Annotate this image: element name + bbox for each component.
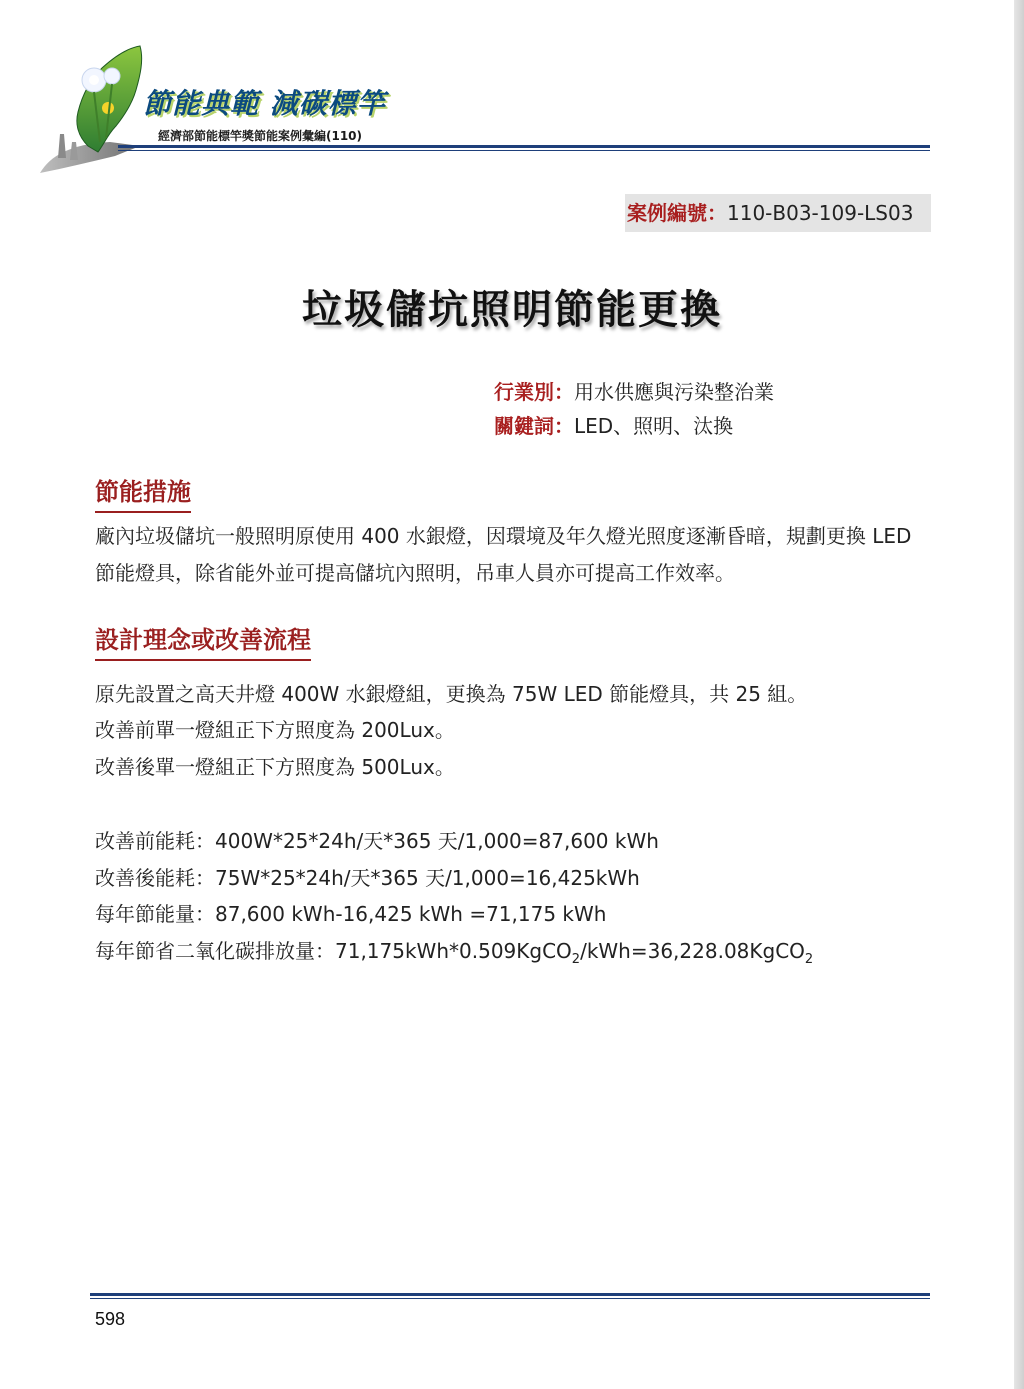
case-number-value: 110-B03-109-LS03 [727, 201, 914, 225]
co2-line [95, 935, 813, 967]
brand-subtitle: 經濟部節能標竿獎節能案例彙編(110) [158, 129, 363, 143]
case-number-label: 案例編號： [627, 201, 727, 225]
header-divider-thin [118, 150, 930, 151]
keywords-label: 關鍵詞： [494, 414, 574, 438]
co2-subscript: 2 [804, 952, 814, 967]
header-divider [118, 145, 930, 148]
section-heading-design: 設計理念或改善流程 [95, 620, 311, 661]
measures-paragraph: 廠內垃圾儲坑一般照明原使用 400 水銀燈，因環境及年久燈光照度逐漸昏暗，規劃更換 LED 節能燈具，除省能外並可提高儲坑內照明，吊車人員亦可提高工作效率。 [95, 524, 912, 585]
footer-divider-thin [90, 1298, 930, 1299]
section-heading-measures: 節能措施 [95, 472, 191, 513]
keywords-value: LED、照明、汰換 [574, 414, 734, 438]
calc-line: 改善後能耗：75W*25*24h/天*365 天/1,000=16,425kWh [95, 866, 640, 890]
design-line: 改善前單一燈組正下方照度為 200Lux。 [95, 718, 455, 742]
page-header [0, 0, 1024, 190]
keywords-line [494, 410, 733, 439]
brand-title: 節能典範 減碳標竿 [143, 87, 386, 120]
co2-subscript: 2 [571, 952, 581, 967]
page-title: 垃圾儲坑照明節能更換 [302, 287, 722, 333]
calc-line: 改善前能耗：400W*25*24h/天*365 天/1,000=87,600 kWh [95, 829, 659, 853]
co2-line-middle: /kWh=36,228.08KgCO [580, 939, 805, 963]
page-edge [1014, 0, 1024, 1389]
calc-line: 每年節能量：87,600 kWh-16,425 kWh =71,175 kWh [95, 902, 607, 926]
industry-value: 用水供應與污染整治業 [574, 380, 774, 404]
design-line: 改善後單一燈組正下方照度為 500Lux。 [95, 755, 455, 779]
footer-divider [90, 1293, 930, 1296]
industry-line [494, 376, 774, 405]
design-line: 原先設置之高天井燈 400W 水銀燈組，更換為 75W LED 節能燈具，共 25 組。 [95, 682, 808, 706]
page-number: 598 [95, 1309, 126, 1329]
co2-line-prefix: 每年節省二氧化碳排放量：71,175kWh*0.509KgCO [95, 939, 572, 963]
case-number-box [625, 194, 931, 232]
industry-label: 行業別： [494, 380, 574, 404]
